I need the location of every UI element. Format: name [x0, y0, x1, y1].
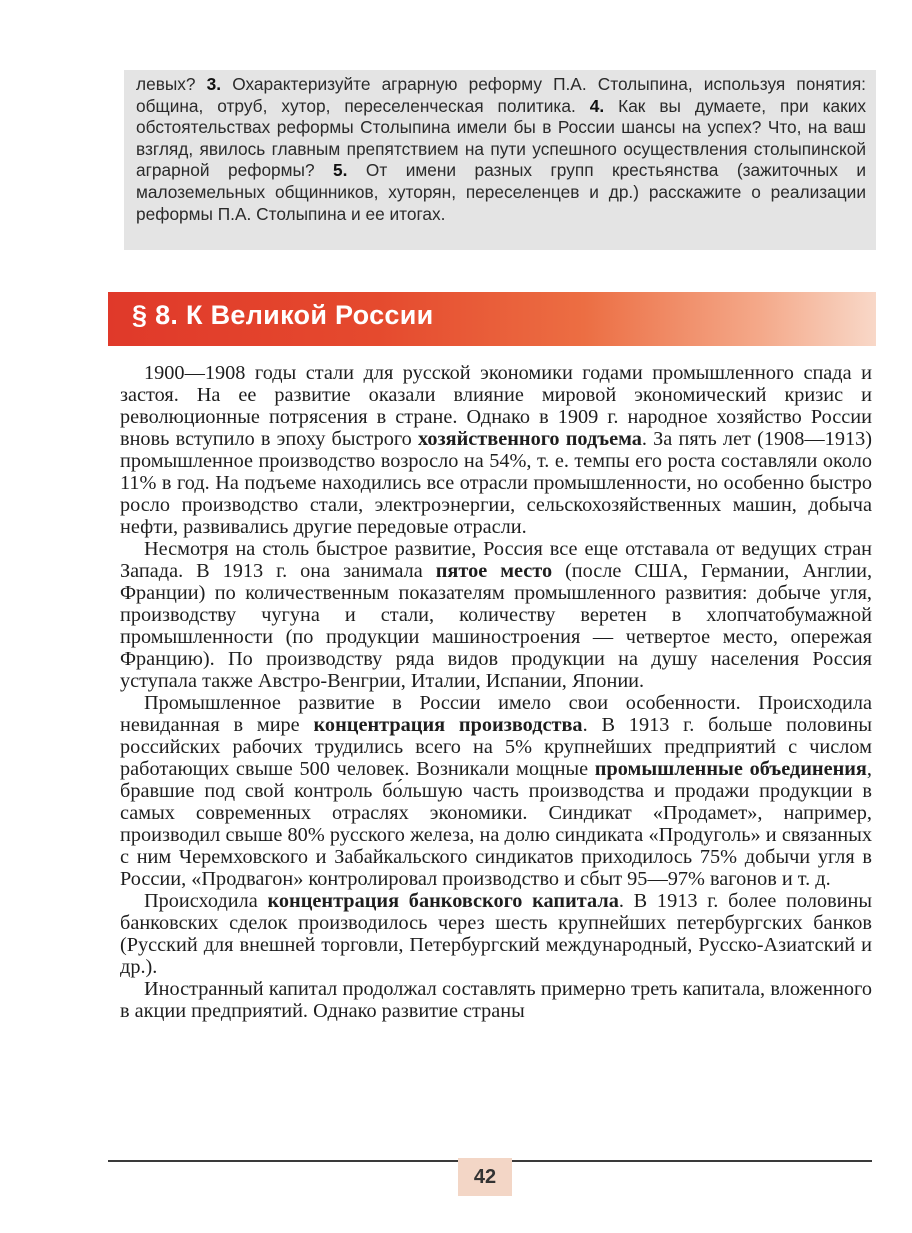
term: концентрация банковского капитала	[267, 890, 619, 912]
paragraph-1	[120, 362, 872, 538]
paragraph-2	[120, 538, 872, 692]
paragraph-4	[120, 890, 872, 978]
term: промышленные объединения	[594, 758, 867, 780]
review-questions-box	[124, 70, 876, 250]
text: . За пять лет (1908—1913) промышленное производство возросло на 54%, т. е. темпы его роста составляли около 11% в год. На подъеме находились все отрасли промышленности, но особенно быстро росло производство стали, электроэнергии, сельскохозяйственных машин, добыча нефти, развивались другие передовые отрасли.	[120, 428, 872, 538]
section-title: § 8. К Великой России	[132, 300, 434, 330]
text: (после США, Германии, Англии, Франции) по количественным показателям промышленного развития: добыче угля, производству чугуна и стали, количеству веретен в хлопчатобумажной промышленности (по продукции машиностроения — четвертое место, опережая Францию). По производству ряда видов продукции на душу населения Россия уступала также Австро-Венгрии, Италии, Испании, Японии.	[120, 560, 873, 692]
term: пятое место	[435, 560, 553, 582]
text: Несмотря на столь быстрое развитие, Россия все еще отставала от ведущих стран Запада. В 1913 г. она занимала	[120, 538, 872, 582]
page-number: 42	[458, 1158, 512, 1196]
text: Происходила	[144, 890, 268, 912]
section-title-band	[108, 292, 876, 346]
body-text	[120, 362, 872, 1022]
paragraph-5: Иностранный капитал продолжал составлять примерно треть капитала, вложенного в акции предприятий. Однако развитие страны	[120, 978, 872, 1022]
question-number-3: 3.	[206, 74, 222, 94]
question-text: Как вы думаете, при каких обстоятельствах реформы Столыпина имели бы в России шансы на успех? Что, на ваш взгляд, явилось главным препятствием на пути успешного осуществления столыпинской аграрной реформы?	[136, 95, 866, 181]
text: Промышленное развитие в России имело свои особенности. Происходила невиданная в мире	[120, 692, 872, 736]
term: хозяйственного подъема	[417, 428, 642, 450]
question-text: От имени разных групп крестьянства (зажиточных и малоземельных общинников, хуторян, переселенцев и др.) расскажите о реализации реформы П.А. Столыпина и ее итогах.	[136, 160, 867, 224]
text: , бравшие под свой контроль бо́льшую часть производства и продажи продукции в самых современных отраслях экономики. Синдикат «Продамет», например, производил свыше 80% русского железа, на долю синдиката «Продуголь» и связанных с ним Черемховского и Забайкальского синдикатов приходилось 75% добычи угля в России, «Продвагон» контролировал производство и сбыт 95—97% вагонов и т. д.	[120, 758, 872, 890]
question-text: левых?	[136, 74, 207, 94]
paragraph-3	[120, 692, 872, 890]
question-text: Охарактеризуйте аграрную реформу П.А. Столыпина, используя понятия: община, отруб, хутор, переселенческая политика.	[136, 74, 866, 116]
text: . В 1913 г. больше половины российских рабочих трудились всего на 5% крупнейших предприятий с числом работающих свыше 500 человек. Возникали мощные	[120, 714, 872, 780]
term: концентрация производства	[313, 714, 583, 736]
text: . В 1913 г. более половины банковских сделок производилось через шесть крупнейших петербургских банков (Русский для внешней торговли, Петербургский международный, Русско-Азиатский и др.).	[120, 890, 873, 978]
question-number-4: 4.	[589, 95, 605, 116]
question-number-5: 5.	[333, 160, 348, 181]
text: 1900—1908 годы стали для русской экономики годами промышленного спада и застоя. На ее развитие оказали влияние мировой экономический кризис и революционные потрясения в стране. Однако в 1909 г. народное хозяйство России вновь вступило в эпоху быстрого	[120, 362, 872, 450]
